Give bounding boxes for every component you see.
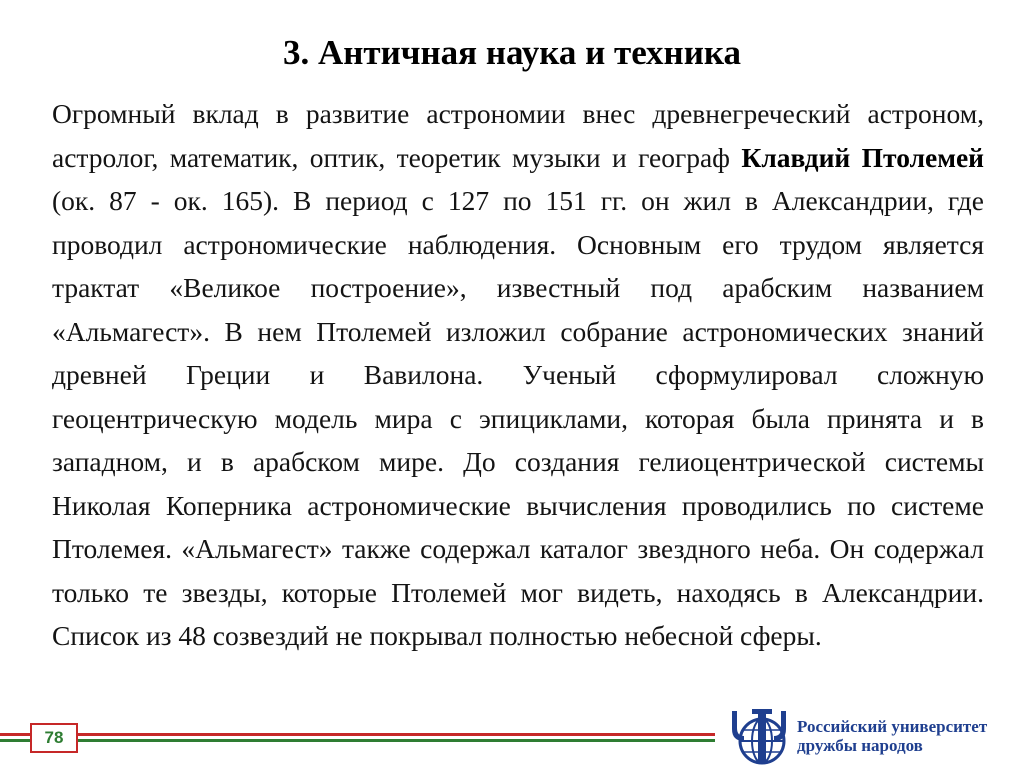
- university-name: [797, 717, 1012, 755]
- page-number-box: [30, 723, 78, 753]
- paragraph-part-1: Огромный вклад в развитие астрономии внес древнегреческий астроном, астролог, математик, оптик, теоретик музыки и географ: [52, 98, 984, 173]
- body-paragraph: [52, 92, 984, 658]
- university-logo-icon: [726, 707, 792, 767]
- slide-title: 3. Античная наука и техника: [282, 33, 742, 72]
- paragraph-part-2: (ок. 87 - ок. 165). В период с 127 по 151 гг. он жил в Александрии, где проводил астрономические наблюдения. Основным его трудом является трактат «Великое построение», известный под арабским названием «Альмагест». В нем Птолемей изложил собрание астрономических знаний древней Греции и Вавилона. Ученый сформулировал сложную геоцентрическую модель мира с эпициклами, которая была принята и в западном, и в арабском мире. До создания гелиоцентрической системы Николая Коперника астрономические вычисления проводились по системе Птолемея. «Альмагест» также содержал каталог звездного неба. Он содержал только те звезды, которые Птолемей мог видеть, находясь в Александрии. Список из 48 созвездий не покрывал полностью небесной сферы.: [52, 185, 984, 651]
- university-name-line-2: дружбы народов: [797, 736, 923, 755]
- university-name-line-1: Российский университет: [797, 717, 988, 736]
- page-number: 78: [44, 728, 64, 747]
- ptolemy-name: Клавдий Птолемей: [741, 141, 984, 173]
- footer-green-line: [0, 739, 715, 742]
